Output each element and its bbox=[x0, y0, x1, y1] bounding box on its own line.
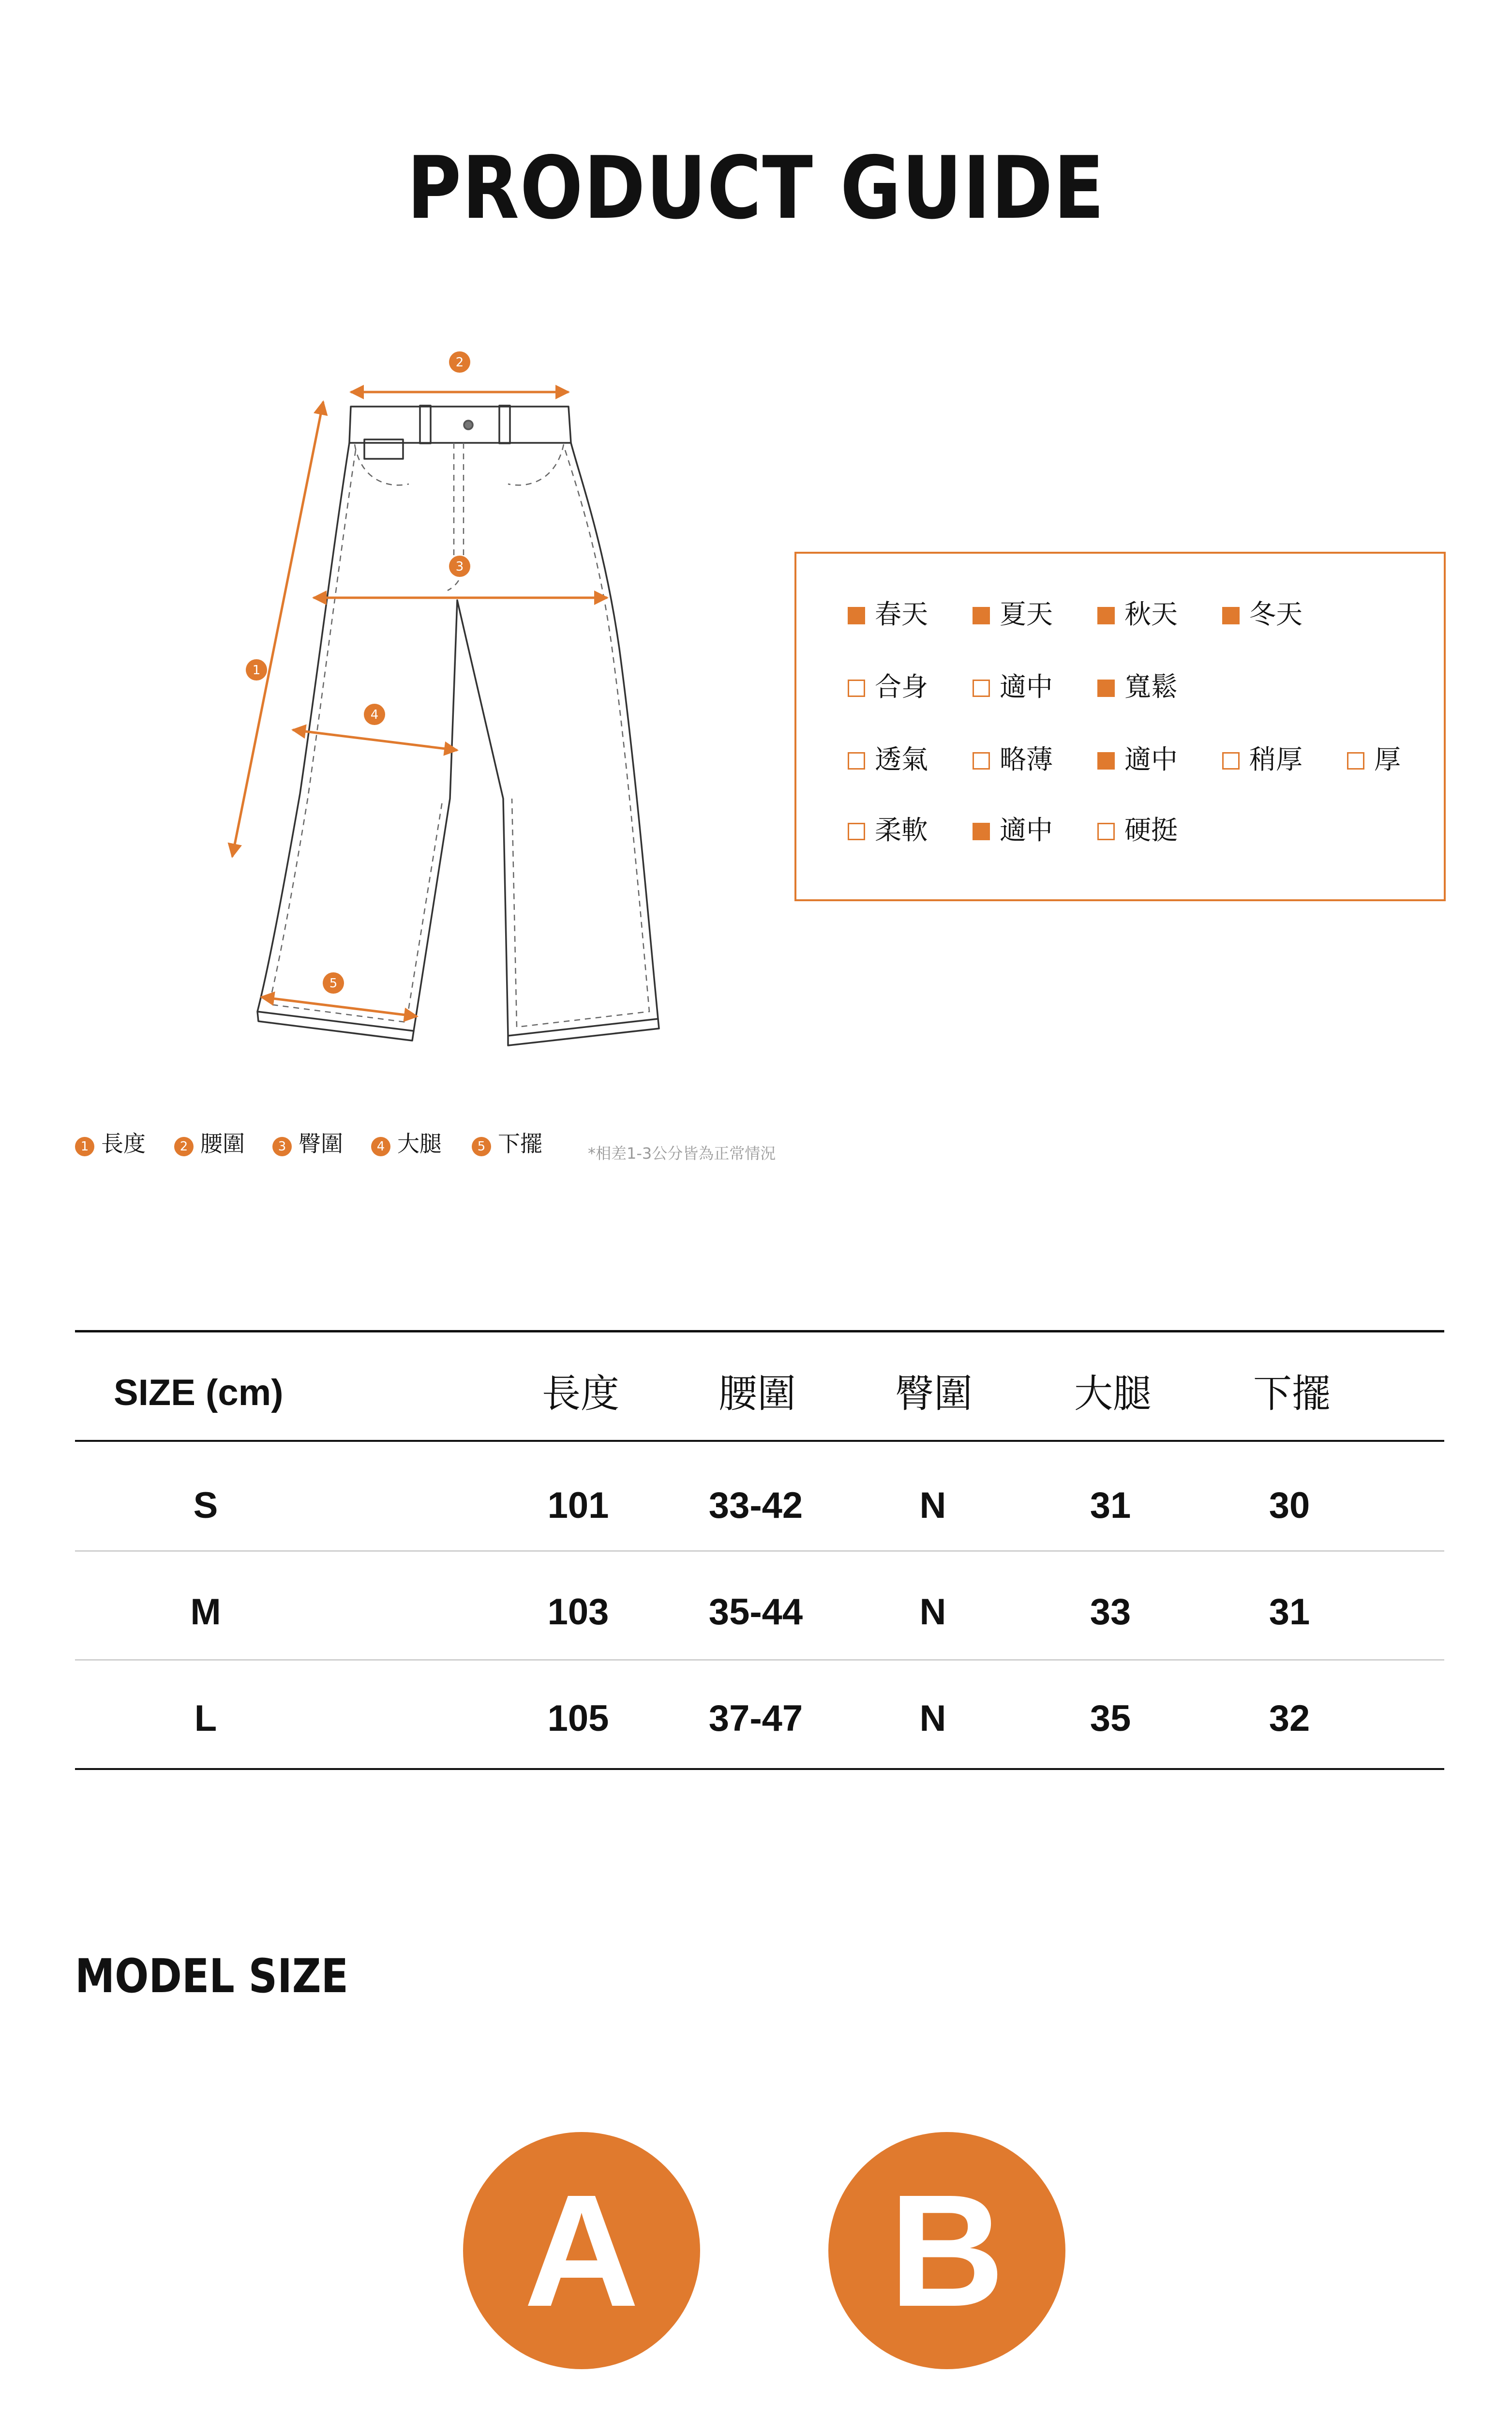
legend-item-hip: 3 臀圍 bbox=[272, 1133, 343, 1156]
measurement-note: *相差1-3公分皆為正常情況 bbox=[588, 1144, 776, 1163]
table-header-hip: 臀圍 bbox=[895, 1371, 973, 1416]
marker-1-label: 1 bbox=[252, 663, 261, 678]
marker-4-label: 4 bbox=[370, 708, 379, 722]
checked-square-icon bbox=[973, 607, 990, 624]
feature-option: 適中 bbox=[973, 817, 1053, 844]
table-header-size: SIZE (cm) bbox=[114, 1372, 284, 1413]
feature-option: 透氣 bbox=[848, 746, 928, 773]
checked-square-icon bbox=[1097, 752, 1115, 770]
unchecked-square-icon bbox=[848, 680, 865, 697]
legend-item-thigh: 4 大腿 bbox=[371, 1133, 442, 1156]
legend-item-hem: 5 下擺 bbox=[472, 1133, 542, 1156]
feature-option: 秋天 bbox=[1097, 601, 1178, 628]
table-header-thigh: 大腿 bbox=[1074, 1371, 1152, 1416]
pants-measurement-diagram bbox=[213, 339, 677, 1074]
marker-5-label: 5 bbox=[329, 976, 338, 991]
feature-option: 寬鬆 bbox=[1097, 674, 1178, 700]
page-title: PRODUCT GUIDE bbox=[407, 138, 1105, 238]
table-header-rule bbox=[75, 1440, 1444, 1442]
unchecked-square-icon bbox=[1347, 752, 1364, 770]
table-header-waist: 腰圍 bbox=[719, 1371, 796, 1416]
marker-3-label: 3 bbox=[455, 560, 464, 574]
feature-option: 稍厚 bbox=[1222, 746, 1302, 773]
feature-option: 夏天 bbox=[973, 601, 1053, 628]
model-size-title: MODEL SIZE bbox=[75, 1949, 349, 2003]
feature-option: 春天 bbox=[848, 601, 928, 628]
feature-option: 適中 bbox=[1097, 746, 1178, 773]
feature-option: 冬天 bbox=[1222, 601, 1302, 628]
unchecked-square-icon bbox=[973, 680, 990, 697]
unchecked-square-icon bbox=[848, 823, 865, 840]
table-row-divider bbox=[75, 1550, 1444, 1552]
table-row-divider bbox=[75, 1659, 1444, 1661]
legend-item-waist: 2 腰圍 bbox=[174, 1133, 245, 1156]
feature-option: 略薄 bbox=[973, 746, 1053, 773]
feature-option: 合身 bbox=[848, 674, 928, 700]
checked-square-icon bbox=[1097, 607, 1115, 624]
checked-square-icon bbox=[1222, 607, 1240, 624]
checked-square-icon bbox=[848, 607, 865, 624]
unchecked-square-icon bbox=[973, 752, 990, 770]
measurement-markers bbox=[246, 351, 470, 994]
feature-option: 厚 bbox=[1347, 746, 1401, 773]
model-b-badge: B bbox=[828, 2132, 1065, 2369]
legend-item-length: 1 長度 bbox=[75, 1133, 146, 1156]
checked-square-icon bbox=[973, 823, 990, 840]
unchecked-square-icon bbox=[1222, 752, 1240, 770]
feature-option: 硬挺 bbox=[1097, 817, 1178, 844]
table-header-length: 長度 bbox=[542, 1371, 619, 1416]
table-bottom-rule bbox=[75, 1768, 1444, 1770]
table-top-rule bbox=[75, 1330, 1444, 1332]
marker-2-label: 2 bbox=[455, 355, 464, 370]
measurement-arrows bbox=[232, 392, 607, 1016]
model-a-badge: A bbox=[463, 2132, 700, 2369]
feature-option: 柔軟 bbox=[848, 817, 928, 844]
unchecked-square-icon bbox=[1097, 823, 1115, 840]
table-header-hem: 下擺 bbox=[1253, 1371, 1331, 1416]
checked-square-icon bbox=[1097, 680, 1115, 697]
unchecked-square-icon bbox=[848, 752, 865, 770]
feature-option: 適中 bbox=[973, 674, 1053, 700]
